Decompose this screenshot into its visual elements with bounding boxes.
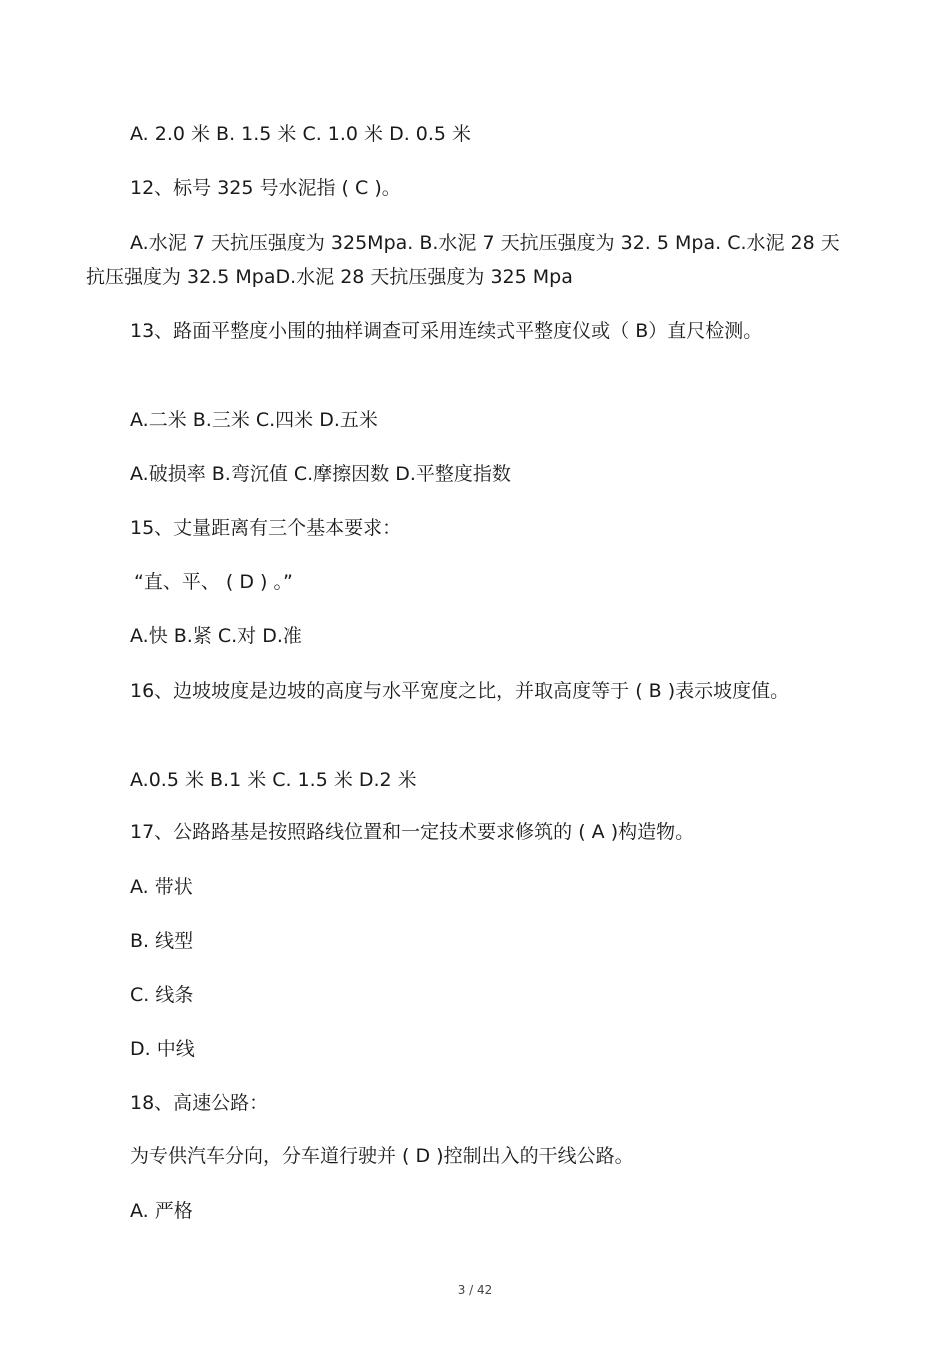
q17-option-b: B. 线型 [130,930,194,952]
q14-options: A.破损率 B.弯沉值 C.摩擦因数 D.平整度指数 [130,463,511,485]
q17-question: 17、公路路基是按照路线位置和一定技术要求修筑的 ( A )构造物。 [130,821,695,843]
q17-option-c: C. 线条 [130,984,194,1006]
q13-question: 13、路面平整度小围的抽样调查可采用连续式平整度仪或（ B）直尺检测。 [130,320,763,342]
q18-question: 18、高速公路： [130,1092,269,1114]
q15-options: A.快 B.紧 C.对 D.准 [130,625,302,647]
q15-question: 15、丈量距离有三个基本要求： [130,517,402,539]
q17-option-d: D. 中线 [130,1038,195,1060]
q17-option-a: A. 带状 [130,876,193,898]
q18-definition: 为专供汽车分向，分车道行驶并 ( D )控制出入的干线公路。 [130,1145,634,1167]
q15-quote: “直、平、 ( D ) 。” [134,571,293,593]
q11-options: A. 2.0 米 B. 1.5 米 C. 1.0 米 D. 0.5 米 [130,123,472,145]
q16-options: A.0.5 米 B.1 米 C. 1.5 米 D.2 米 [130,769,417,791]
q12-question: 12、标号 325 号水泥指 ( C )。 [130,177,401,199]
q18-option-a: A. 严格 [130,1200,193,1222]
page-number: 3 / 42 [457,1283,493,1297]
q16-question: 16、边坡坡度是边坡的高度与水平宽度之比，并取高度等于 ( B )表示坡度值。 [130,680,790,702]
q12-options: A.水泥 7 天抗压强度为 325Mpa. B.水泥 7 天抗压强度为 32. 5 Mpa. C.水泥 28 天抗压强度为 32.5 MpaD.水泥 28 天抗压强度为 325 Mpa [86,232,840,288]
q13-options: A.二米 B.三米 C.四米 D.五米 [130,409,378,431]
